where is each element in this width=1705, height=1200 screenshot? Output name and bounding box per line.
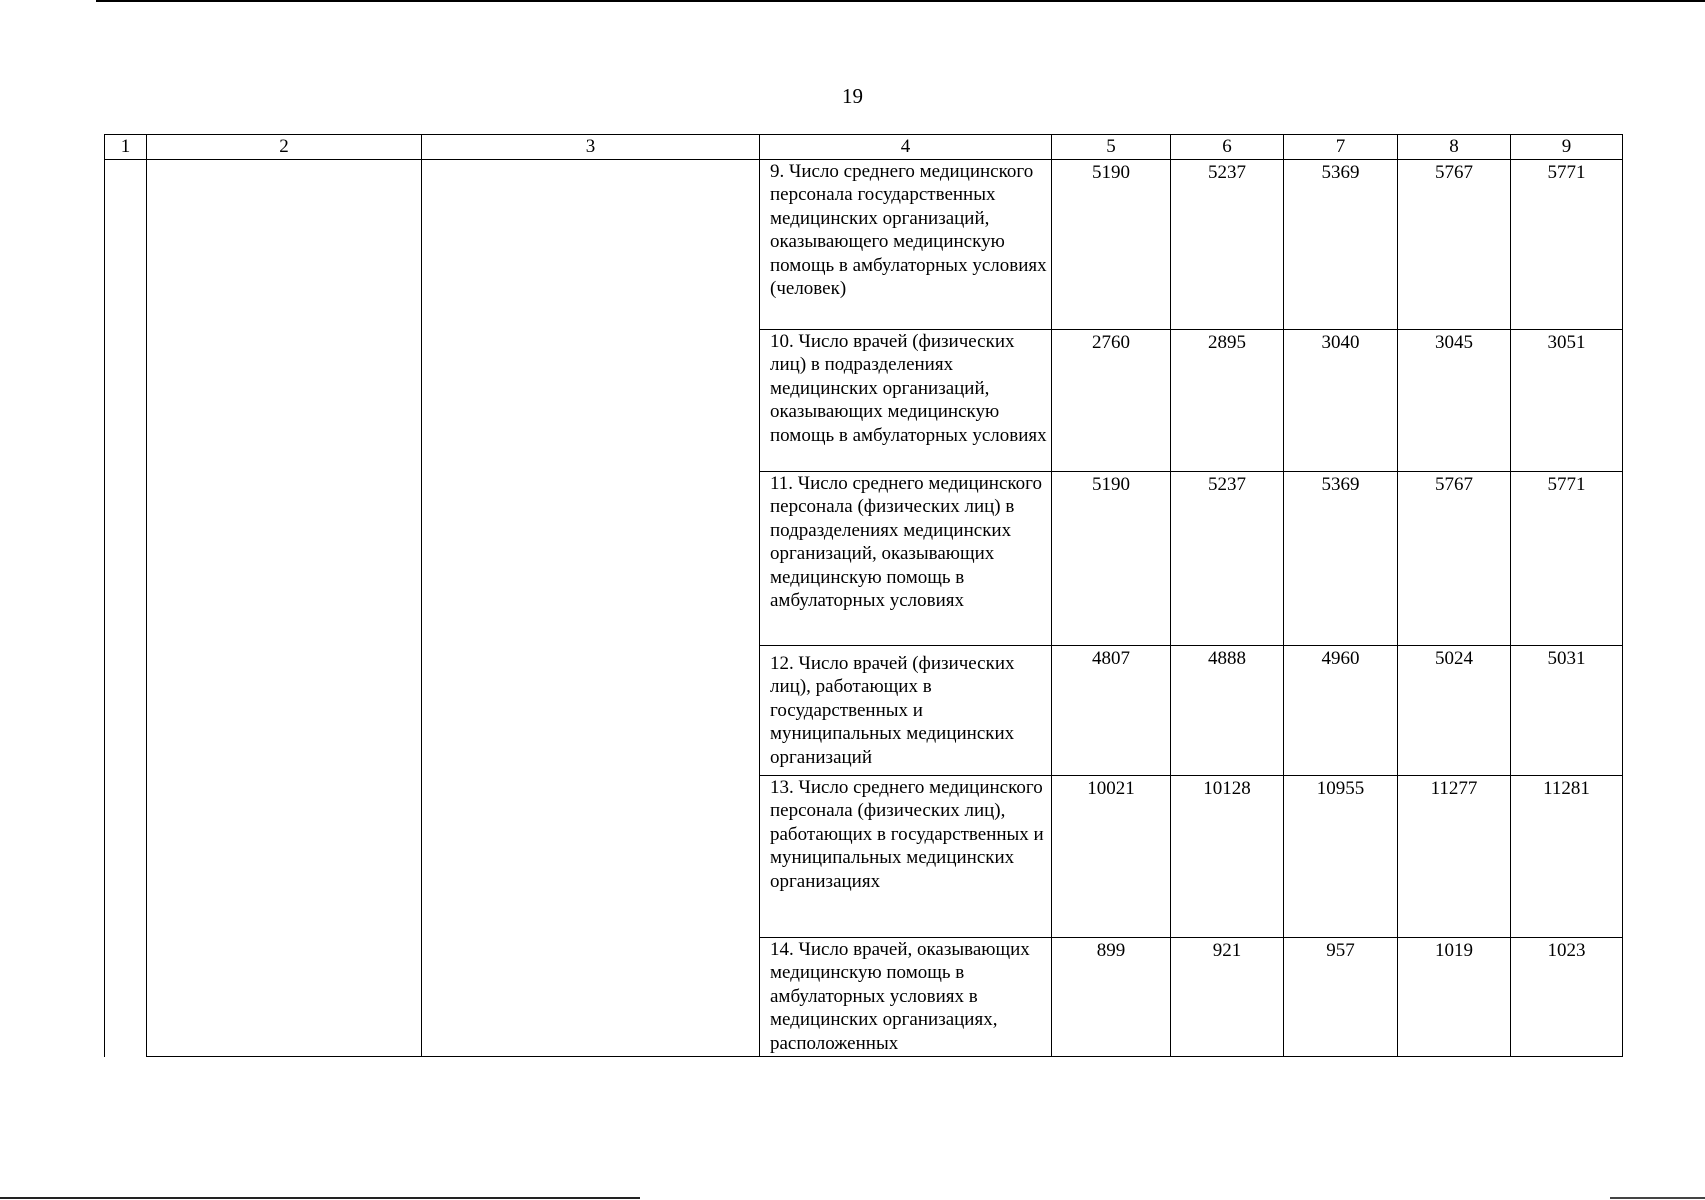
value-cell: 5369	[1284, 472, 1398, 646]
column-header: 5	[1052, 135, 1171, 160]
value-cell: 5767	[1398, 472, 1511, 646]
value-cell: 2760	[1052, 330, 1171, 472]
value-cell: 3040	[1284, 330, 1398, 472]
indicator-cell: 13. Число среднего медицинского персонала (физических лиц), работающих в государственных и муниципальных медицинских организациях	[760, 776, 1052, 938]
column-header: 3	[422, 135, 760, 160]
value-cell: 899	[1052, 938, 1171, 1057]
value-cell: 1019	[1398, 938, 1511, 1057]
bottom-scan-line	[0, 1197, 640, 1199]
value-cell: 10955	[1284, 776, 1398, 938]
empty-cell-col-3	[422, 160, 760, 1057]
value-cell: 5771	[1511, 160, 1623, 330]
value-cell: 3045	[1398, 330, 1511, 472]
column-header: 6	[1171, 135, 1284, 160]
column-header: 8	[1398, 135, 1511, 160]
indicator-cell: 14. Число врачей, оказывающих медицинскую помощь в амбулаторных условиях в медицинских организациях, расположенных	[760, 938, 1052, 1057]
indicator-cell: 11. Число среднего медицинского персонала (физических лиц) в подразделениях медицинских организаций, оказывающих медицинскую помощь в амбулаторных условиях	[760, 472, 1052, 646]
value-cell: 5369	[1284, 160, 1398, 330]
value-cell: 4888	[1171, 646, 1284, 776]
value-cell: 1023	[1511, 938, 1623, 1057]
value-cell: 5237	[1171, 472, 1284, 646]
value-cell: 4960	[1284, 646, 1398, 776]
column-header: 9	[1511, 135, 1623, 160]
value-cell: 11281	[1511, 776, 1623, 938]
empty-cell-col-1	[105, 160, 147, 1057]
value-cell: 921	[1171, 938, 1284, 1057]
column-number-header-row	[105, 135, 1623, 160]
top-border-line	[96, 0, 1705, 2]
value-cell: 957	[1284, 938, 1398, 1057]
value-cell: 10021	[1052, 776, 1171, 938]
table-row	[105, 160, 1623, 330]
value-cell: 5024	[1398, 646, 1511, 776]
value-cell: 5771	[1511, 472, 1623, 646]
indicator-cell: 9. Число среднего медицинского персонала государственных медицинских организаций, оказывающего медицинскую помощь в амбулаторных условиях (человек)	[760, 160, 1052, 330]
value-cell: 2895	[1171, 330, 1284, 472]
indicator-cell: 12. Число врачей (физических лиц), работающих в государственных и муниципальных медицинских организаций	[760, 646, 1052, 776]
value-cell: 5031	[1511, 646, 1623, 776]
indicators-table	[104, 134, 1623, 1057]
value-cell: 5190	[1052, 160, 1171, 330]
page-number: 19	[842, 84, 863, 108]
empty-cell-col-2	[147, 160, 422, 1057]
column-header: 1	[105, 135, 147, 160]
bottom-scan-line	[1610, 1197, 1705, 1199]
value-cell: 3051	[1511, 330, 1623, 472]
value-cell: 5237	[1171, 160, 1284, 330]
column-header: 7	[1284, 135, 1398, 160]
value-cell: 5767	[1398, 160, 1511, 330]
column-header: 2	[147, 135, 422, 160]
value-cell: 10128	[1171, 776, 1284, 938]
column-header: 4	[760, 135, 1052, 160]
value-cell: 5190	[1052, 472, 1171, 646]
value-cell: 11277	[1398, 776, 1511, 938]
value-cell: 4807	[1052, 646, 1171, 776]
indicator-cell: 10. Число врачей (физических лиц) в подразделениях медицинских организаций, оказывающих медицинскую помощь в амбулаторных условиях	[760, 330, 1052, 472]
